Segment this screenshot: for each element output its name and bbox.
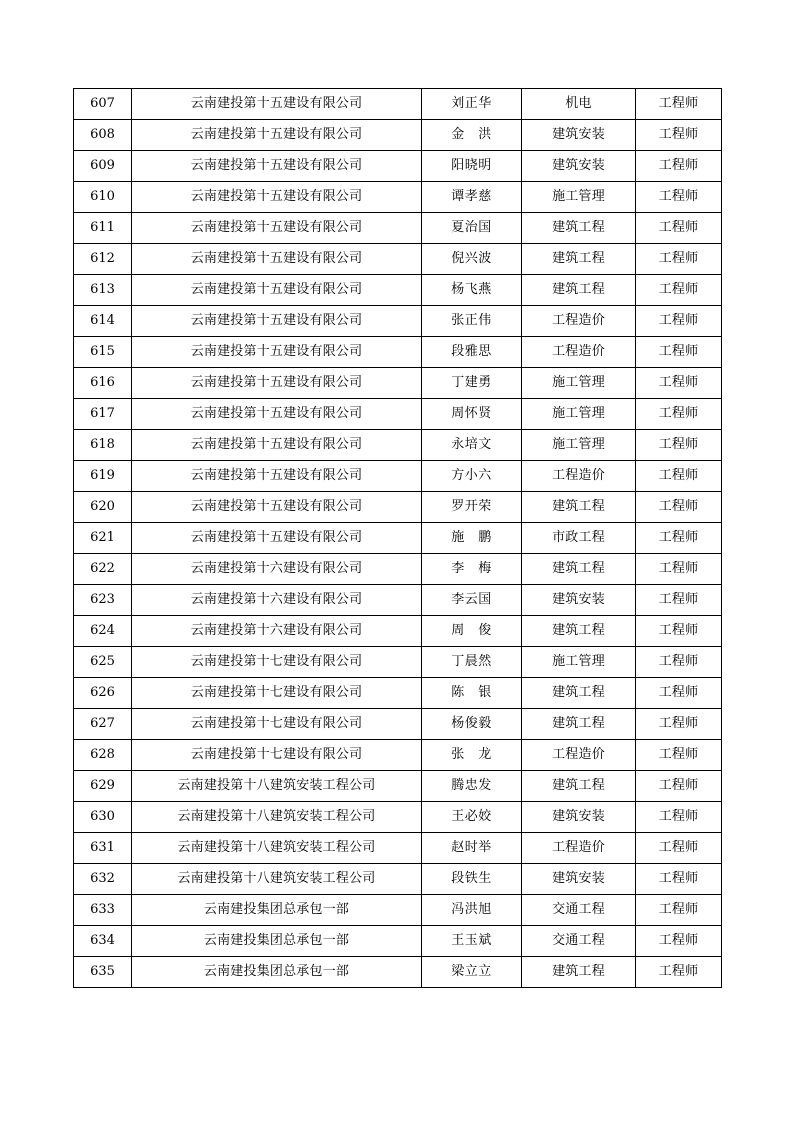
cell-serial-number: 629 [74, 771, 132, 802]
table-row [74, 492, 722, 523]
cell-unit-name: 云南建投第十七建设有限公司 [132, 647, 422, 678]
table-row [74, 864, 722, 895]
cell-serial-number: 626 [74, 678, 132, 709]
table-row [74, 802, 722, 833]
table-row [74, 275, 722, 306]
table-row [74, 647, 722, 678]
cell-person-name: 陈 银 [422, 678, 522, 709]
cell-unit-name: 云南建投第十五建设有限公司 [132, 244, 422, 275]
cell-major: 工程造价 [522, 337, 636, 368]
cell-unit-name: 云南建投第十八建筑安装工程公司 [132, 771, 422, 802]
cell-serial-number: 615 [74, 337, 132, 368]
table-row [74, 399, 722, 430]
cell-person-name: 李云国 [422, 585, 522, 616]
cell-person-name: 罗开荣 [422, 492, 522, 523]
table-row [74, 895, 722, 926]
cell-person-name: 谭孝慈 [422, 182, 522, 213]
cell-major: 建筑工程 [522, 771, 636, 802]
cell-job-title: 工程师 [636, 461, 722, 492]
cell-job-title: 工程师 [636, 213, 722, 244]
table-row [74, 957, 722, 988]
cell-person-name: 张 龙 [422, 740, 522, 771]
roster-table [73, 88, 722, 988]
table-row [74, 182, 722, 213]
cell-major: 工程造价 [522, 306, 636, 337]
cell-unit-name: 云南建投第十六建设有限公司 [132, 616, 422, 647]
cell-unit-name: 云南建投集团总承包一部 [132, 957, 422, 988]
cell-unit-name: 云南建投第十八建筑安装工程公司 [132, 864, 422, 895]
cell-unit-name: 云南建投第十五建设有限公司 [132, 89, 422, 120]
cell-major: 工程造价 [522, 461, 636, 492]
cell-unit-name: 云南建投第十五建设有限公司 [132, 461, 422, 492]
table-row [74, 213, 722, 244]
cell-person-name: 周怀贤 [422, 399, 522, 430]
cell-unit-name: 云南建投第十七建设有限公司 [132, 740, 422, 771]
cell-job-title: 工程师 [636, 151, 722, 182]
cell-serial-number: 627 [74, 709, 132, 740]
cell-serial-number: 634 [74, 926, 132, 957]
cell-serial-number: 610 [74, 182, 132, 213]
cell-major: 施工管理 [522, 182, 636, 213]
cell-major: 建筑安装 [522, 802, 636, 833]
table-row [74, 833, 722, 864]
table-row [74, 306, 722, 337]
cell-serial-number: 630 [74, 802, 132, 833]
roster-table-body [74, 89, 722, 988]
cell-serial-number: 633 [74, 895, 132, 926]
cell-job-title: 工程师 [636, 306, 722, 337]
table-row [74, 554, 722, 585]
cell-person-name: 腾忠发 [422, 771, 522, 802]
cell-job-title: 工程师 [636, 275, 722, 306]
cell-serial-number: 625 [74, 647, 132, 678]
cell-unit-name: 云南建投第十七建设有限公司 [132, 709, 422, 740]
cell-unit-name: 云南建投第十五建设有限公司 [132, 430, 422, 461]
cell-unit-name: 云南建投第十五建设有限公司 [132, 523, 422, 554]
cell-person-name: 段雅思 [422, 337, 522, 368]
table-row [74, 678, 722, 709]
cell-major: 建筑工程 [522, 275, 636, 306]
cell-job-title: 工程师 [636, 864, 722, 895]
cell-major: 建筑工程 [522, 616, 636, 647]
cell-major: 建筑工程 [522, 213, 636, 244]
cell-serial-number: 612 [74, 244, 132, 275]
cell-unit-name: 云南建投第十五建设有限公司 [132, 368, 422, 399]
cell-job-title: 工程师 [636, 368, 722, 399]
cell-person-name: 丁建勇 [422, 368, 522, 399]
cell-job-title: 工程师 [636, 678, 722, 709]
cell-unit-name: 云南建投第十五建设有限公司 [132, 399, 422, 430]
cell-person-name: 方小六 [422, 461, 522, 492]
cell-major: 建筑工程 [522, 244, 636, 275]
cell-unit-name: 云南建投第十八建筑安装工程公司 [132, 802, 422, 833]
cell-major: 市政工程 [522, 523, 636, 554]
cell-unit-name: 云南建投第十五建设有限公司 [132, 213, 422, 244]
cell-unit-name: 云南建投第十五建设有限公司 [132, 120, 422, 151]
cell-job-title: 工程师 [636, 802, 722, 833]
cell-serial-number: 609 [74, 151, 132, 182]
cell-major: 工程造价 [522, 740, 636, 771]
roster-table-container [73, 88, 721, 988]
cell-job-title: 工程师 [636, 833, 722, 864]
table-row [74, 740, 722, 771]
cell-person-name: 冯洪旭 [422, 895, 522, 926]
table-row [74, 709, 722, 740]
cell-unit-name: 云南建投集团总承包一部 [132, 895, 422, 926]
table-row [74, 430, 722, 461]
cell-unit-name: 云南建投第十五建设有限公司 [132, 275, 422, 306]
cell-person-name: 李 梅 [422, 554, 522, 585]
table-row [74, 616, 722, 647]
cell-serial-number: 608 [74, 120, 132, 151]
cell-person-name: 金 洪 [422, 120, 522, 151]
cell-unit-name: 云南建投第十五建设有限公司 [132, 337, 422, 368]
table-row [74, 368, 722, 399]
cell-job-title: 工程师 [636, 926, 722, 957]
cell-job-title: 工程师 [636, 585, 722, 616]
cell-major: 交通工程 [522, 895, 636, 926]
cell-major: 施工管理 [522, 368, 636, 399]
cell-person-name: 段铁生 [422, 864, 522, 895]
cell-person-name: 赵时举 [422, 833, 522, 864]
table-row [74, 926, 722, 957]
cell-serial-number: 616 [74, 368, 132, 399]
cell-serial-number: 623 [74, 585, 132, 616]
cell-major: 建筑安装 [522, 151, 636, 182]
cell-serial-number: 607 [74, 89, 132, 120]
cell-serial-number: 628 [74, 740, 132, 771]
table-row [74, 337, 722, 368]
cell-job-title: 工程师 [636, 120, 722, 151]
cell-person-name: 梁立立 [422, 957, 522, 988]
cell-serial-number: 619 [74, 461, 132, 492]
cell-job-title: 工程师 [636, 740, 722, 771]
cell-person-name: 王必姣 [422, 802, 522, 833]
cell-serial-number: 617 [74, 399, 132, 430]
cell-person-name: 张正伟 [422, 306, 522, 337]
cell-major: 建筑工程 [522, 554, 636, 585]
cell-major: 建筑安装 [522, 585, 636, 616]
cell-person-name: 夏治国 [422, 213, 522, 244]
cell-job-title: 工程师 [636, 957, 722, 988]
cell-job-title: 工程师 [636, 430, 722, 461]
cell-unit-name: 云南建投第十六建设有限公司 [132, 554, 422, 585]
cell-major: 施工管理 [522, 399, 636, 430]
cell-serial-number: 621 [74, 523, 132, 554]
table-row [74, 461, 722, 492]
table-row [74, 120, 722, 151]
cell-serial-number: 620 [74, 492, 132, 523]
cell-major: 机电 [522, 89, 636, 120]
cell-person-name: 丁晨然 [422, 647, 522, 678]
cell-person-name: 阳晓明 [422, 151, 522, 182]
table-row [74, 89, 722, 120]
cell-unit-name: 云南建投第十八建筑安装工程公司 [132, 833, 422, 864]
cell-major: 建筑安装 [522, 120, 636, 151]
cell-major: 建筑工程 [522, 492, 636, 523]
cell-unit-name: 云南建投第十五建设有限公司 [132, 492, 422, 523]
cell-job-title: 工程师 [636, 337, 722, 368]
cell-job-title: 工程师 [636, 616, 722, 647]
cell-serial-number: 618 [74, 430, 132, 461]
cell-person-name: 王玉斌 [422, 926, 522, 957]
cell-person-name: 永培文 [422, 430, 522, 461]
cell-serial-number: 622 [74, 554, 132, 585]
cell-unit-name: 云南建投第十五建设有限公司 [132, 306, 422, 337]
cell-job-title: 工程师 [636, 399, 722, 430]
cell-major: 建筑工程 [522, 957, 636, 988]
cell-unit-name: 云南建投第十六建设有限公司 [132, 585, 422, 616]
cell-job-title: 工程师 [636, 89, 722, 120]
cell-serial-number: 632 [74, 864, 132, 895]
cell-unit-name: 云南建投第十五建设有限公司 [132, 182, 422, 213]
cell-job-title: 工程师 [636, 709, 722, 740]
cell-major: 施工管理 [522, 647, 636, 678]
table-row [74, 244, 722, 275]
cell-job-title: 工程师 [636, 182, 722, 213]
cell-job-title: 工程师 [636, 492, 722, 523]
cell-major: 建筑工程 [522, 678, 636, 709]
cell-person-name: 杨俊毅 [422, 709, 522, 740]
cell-serial-number: 635 [74, 957, 132, 988]
cell-person-name: 倪兴波 [422, 244, 522, 275]
cell-serial-number: 631 [74, 833, 132, 864]
cell-unit-name: 云南建投第十七建设有限公司 [132, 678, 422, 709]
cell-major: 施工管理 [522, 430, 636, 461]
cell-major: 建筑工程 [522, 709, 636, 740]
cell-job-title: 工程师 [636, 895, 722, 926]
table-row [74, 771, 722, 802]
cell-person-name: 杨飞燕 [422, 275, 522, 306]
cell-major: 交通工程 [522, 926, 636, 957]
cell-job-title: 工程师 [636, 523, 722, 554]
cell-person-name: 刘正华 [422, 89, 522, 120]
cell-person-name: 周 俊 [422, 616, 522, 647]
cell-major: 工程造价 [522, 833, 636, 864]
cell-serial-number: 614 [74, 306, 132, 337]
table-row [74, 151, 722, 182]
cell-job-title: 工程师 [636, 244, 722, 275]
cell-unit-name: 云南建投集团总承包一部 [132, 926, 422, 957]
cell-job-title: 工程师 [636, 554, 722, 585]
cell-person-name: 施 鹏 [422, 523, 522, 554]
cell-major: 建筑安装 [522, 864, 636, 895]
table-row [74, 585, 722, 616]
cell-serial-number: 624 [74, 616, 132, 647]
table-row [74, 523, 722, 554]
cell-job-title: 工程师 [636, 771, 722, 802]
cell-serial-number: 611 [74, 213, 132, 244]
cell-serial-number: 613 [74, 275, 132, 306]
cell-unit-name: 云南建投第十五建设有限公司 [132, 151, 422, 182]
cell-job-title: 工程师 [636, 647, 722, 678]
